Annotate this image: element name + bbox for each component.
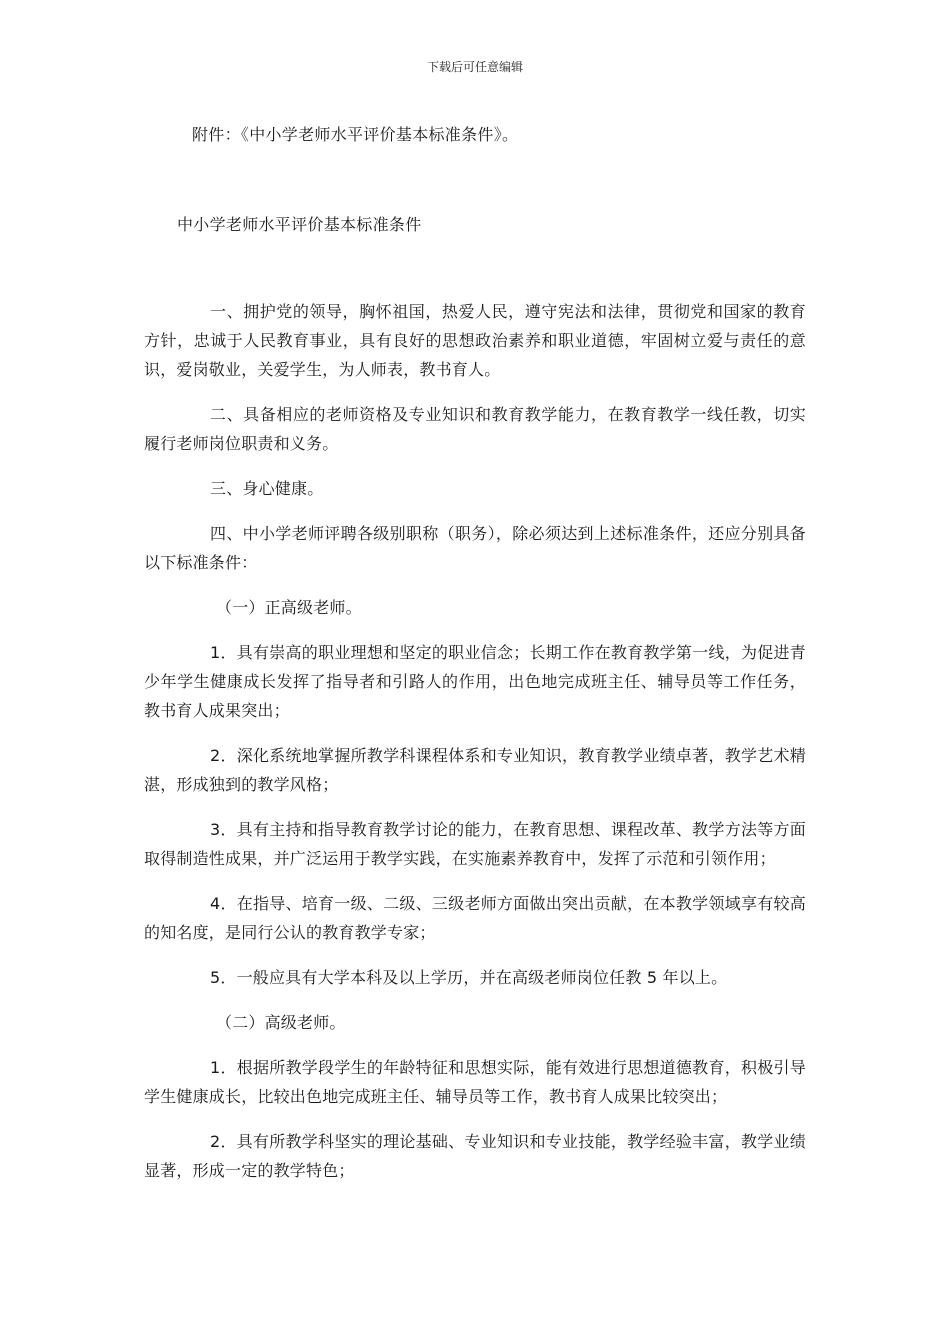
- paragraph-item-3: 3．具有主持和指导教育教学讨论的能力，在教育思想、课程改革、教学方法等方面取得制造性成果，并广泛运用于教学实践，在实施素养教育中，发挥了示范和引领作用；: [144, 820, 806, 868]
- attachment-line: 附件：《中小学老师水平评价基本标准条件》。: [192, 125, 519, 144]
- paragraph-2: 二、具备相应的老师资格及专业知识和教育教学能力，在教育教学一线任教，切实履行老师岗位职责和义务。: [144, 405, 806, 453]
- document-body: [144, 297, 806, 1201]
- paragraph-3: 三、身心健康。: [210, 479, 324, 498]
- section-heading-senior: （二）高级老师。: [216, 1013, 346, 1032]
- paragraph-item-6: 1．根据所教学段学生的年龄特征和思想实际，能有效进行思想道德教育，积极引导学生健康成长，比较出色地完成班主任、辅导员等工作，教书育人成果比较突出；: [144, 1058, 806, 1106]
- paragraph-item-1: 1．具有崇高的职业理想和坚定的职业信念；长期工作在教育教学第一线，为促进青少年学生健康成长发挥了指导者和引路人的作用，出色地完成班主任、辅导员等工作任务，教书育人成果突出；: [144, 643, 806, 720]
- paragraph-item-4: 4．在指导、培育一级、二级、三级老师方面做出突出贡献，在本教学领域享有较高的知名度，是同行公认的教育教学专家；: [144, 894, 806, 942]
- paragraph-item-5: 5．一般应具有大学本科及以上学历，并在高级老师岗位任教 5 年以上。: [210, 968, 728, 987]
- header-note: 下载后可任意编辑: [426, 60, 523, 74]
- paragraph-item-7: 2．具有所教学科坚实的理论基础、专业知识和专业技能，教学经验丰富，教学业绩显著，形成一定的教学特色；: [144, 1132, 806, 1180]
- document-title: 中小学老师水平评价基本标准条件: [177, 215, 422, 234]
- paragraph-1: 一、拥护党的领导，胸怀祖国，热爱人民，遵守宪法和法律，贯彻党和国家的教育方针，忠诚于人民教育事业，具有良好的思想政治素养和职业道德，牢固树立爱与责任的意识，爱岗敬业，关爱学生，为人师表，教书育人。: [144, 302, 806, 379]
- paragraph-4: 四、中小学老师评聘各级别职称（职务），除必须达到上述标准条件，还应分别具备以下标准条件：: [144, 524, 806, 572]
- section-heading-senior-plus: （一）正高级老师。: [216, 598, 362, 617]
- paragraph-item-2: 2．深化系统地掌握所教学科课程体系和专业知识，教育教学业绩卓著，教学艺术精湛，形成独到的教学风格；: [144, 746, 806, 794]
